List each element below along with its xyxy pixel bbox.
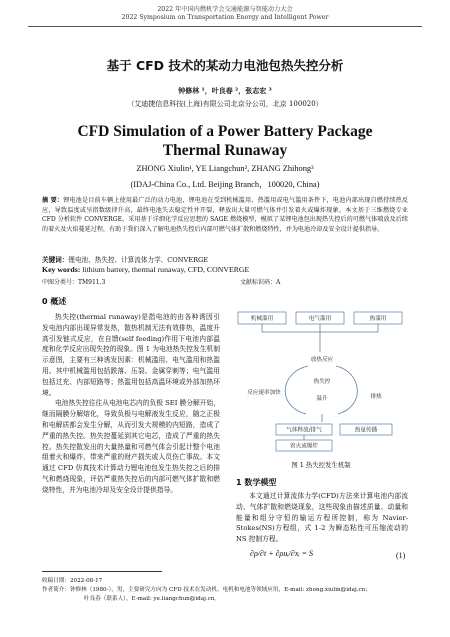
keywords-en-text: lithium battery, thermal runaway, CFD, CONVERGE: [82, 265, 250, 274]
section-1-title: 1 数学模型: [236, 478, 277, 487]
footnote: [42, 577, 412, 604]
section-1-paragraph: 本文通过计算流体力学(CFD)方法来计算电池内部流动、气体扩散和燃烧现象，这些现象由描述质量、动量和能量和组分守恒的输运方程所控制，称为 Navier-Stokes(NS)方程组，式 1-2 为瞬态粘性可压缩流动的 NS 控制方程。: [236, 492, 408, 544]
classification-number: 中图分类号：TM911.3: [42, 279, 106, 286]
affiliation-cn: （艾迪捷信息科技(上海)有限公司北京分公司，北京 100020）: [127, 100, 323, 108]
cycle-arc-right: [336, 366, 357, 414]
keywords-cn-label: 关键词：: [42, 256, 69, 264]
arrow-thermal: [320, 324, 378, 332]
footnote-received: 收稿日期：2022-08-17: [42, 578, 103, 584]
section-0-paragraph-2: 电池热失控往往从电池电芯内的负极 SEI 膜分解开始，继而隔膜分解熔化，导致负极与电解液发生反应，随之正极和电解质都会发生分解，从而引发大规模的内短路，造成了严重的热失控。热失控蔓延到其它电芯，造成了严重的热失控。热失控散发出的大量热量和可燃气体会引起计整个电池组着火和爆炸，带来严重的财产损失或人员伤亡事故。本文通过 CFD 仿真技术计算动力锂电池包发生热失控之后的排气和燃烧现象，评估严重热失控后的内部可燃气体扩散和燃烧特性，并为电池冷却及安全设计提供指导。: [42, 399, 221, 494]
arrow-mechanical: [262, 324, 320, 332]
section-0-body: [42, 312, 220, 496]
conference-header-cn: 2022 年中国内燃机学会交通能源与智能动力大会: [157, 6, 293, 13]
conference-header-en: 2022 Symposium on Transportation Energy and Intelligent Power: [121, 14, 329, 22]
document-code: 文献标识码：A: [240, 279, 281, 286]
authors-en: ZHONG Xiulin¹, YE Liangchun², ZHANG Zhihong³: [136, 164, 314, 173]
figure-1-diagram: [236, 306, 406, 454]
label-heat-propagation: 热量传播: [354, 427, 378, 434]
title-en: [0, 122, 450, 160]
title-cn: 基于 CFD 技术的某动力电池包热失控分析: [106, 58, 344, 73]
keywords-en: [42, 265, 408, 274]
abstract-text: 锂电池是目前车辆上使用最广泛的动力电池，锂电池在受到机械滥用、热滥用或电气滥用条件下，电池内部出现自燃持续热反应，导致温度或呈指数级律升高，最终电池失去稳定性并开裂，释放出大量可燃气体并引发着火或爆炸现象。本文基于三维燃烧专业 CFD 分析软件 CONVERGE，采用基于详细化学反应思想的 SAGE 燃烧模型，模拟了某锂电池包出现热失控后的可燃气体喷放及后续的着火及火焰蔓延过程，有助于我们深入了解电池热失控后内部可燃气体扩散和燃烧特性，并为电池冷却及安全设计提供指导。: [42, 197, 408, 233]
figure-1-caption: 图 1 热失控发生机制: [291, 461, 351, 469]
section-1-body: [236, 491, 408, 545]
conference-header: [0, 6, 450, 23]
title-en-line2: Thermal Runaway: [162, 142, 288, 159]
keywords-cn-text: 锂电池、热失控、计算流体力学、CONVERGE: [68, 256, 209, 264]
label-fire-explosion: 着火或爆炸: [290, 443, 318, 450]
label-gas-release: 气体释放/排气: [286, 427, 322, 434]
label-temperature-rise: 温升: [316, 396, 328, 402]
header-rule: [28, 26, 422, 27]
abstract-label: 摘 要：: [42, 197, 64, 204]
label-thermal-abuse: 热滥用: [369, 316, 387, 322]
section-0-paragraph-1: 热失控(thermal runaway)是指电池的由各种诱因引发电池内部出现异常发热，散热机制无法有效排热，温度升高引发链式反应，在自馈(self feeding)作用下电池内部温度和化学反应出现失控的现象。图 1 为电池热失控发生机制示意图，主要有三种诱发因素：机械滥用、电气滥用和热滥用。其中机械滥用包括跌落、压裂、金属穿刺等；电气滥用包括过充、内部短路等；热滥用包括高温环境或外部加热环境。: [42, 313, 220, 397]
label-thermal-runaway: 热失控: [313, 379, 331, 385]
label-exothermic-reaction: 放热反应: [310, 357, 334, 363]
affiliation-en: (IDAJ-China Co., Ltd. Beijing Branch，100020, China): [130, 180, 320, 189]
footnote-rule: [42, 571, 162, 572]
equation-1: ∂ρ/∂t + ∂ρuᵢ/∂xᵢ = S: [250, 549, 314, 558]
footnote-author-1: 作者简介：钟修林（1980-），男，主要研究方向为 CFD 技术在发动机、电机和电池等领域应用，E-mail: zhong.xiulin@idaj.cn；: [42, 587, 371, 593]
label-reaction-rate: 反应速率加快: [247, 390, 281, 396]
label-electrical-abuse: 电气滥用: [308, 316, 332, 322]
section-0-title: 0 概述: [42, 297, 67, 306]
footnote-author-2: 叶良春（联系人），E-mail: ye.liangchun@idaj.cn。: [84, 596, 220, 602]
abstract: [42, 196, 408, 234]
title-en-line1: CFD Simulation of a Power Battery Package: [77, 123, 373, 140]
keywords-cn: [42, 254, 408, 264]
label-heat-exhaust: 排热: [370, 394, 382, 400]
label-mechanical-abuse: 机械滥用: [250, 316, 274, 322]
authors-cn: 钟修林 ¹，叶良春 ²，张志宏 ³: [178, 86, 272, 95]
keywords-en-label: Key words:: [42, 265, 81, 274]
equation-1-number: (1): [396, 551, 406, 560]
cycle-arc-left: [285, 366, 308, 414]
